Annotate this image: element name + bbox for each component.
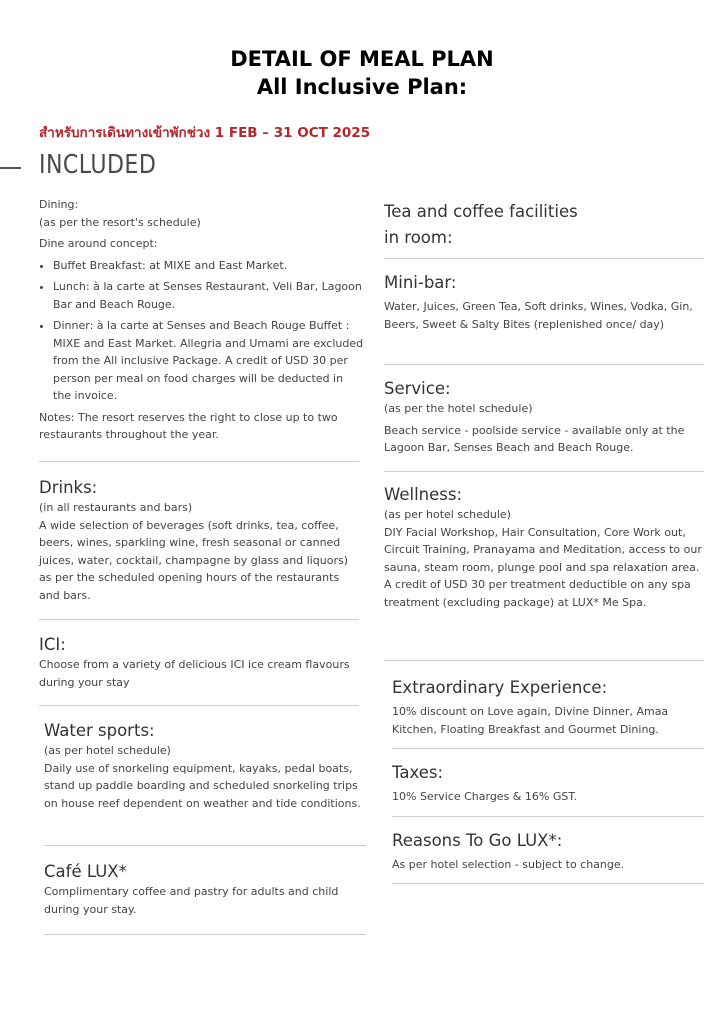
drinks-body: A wide selection of beverages (soft drinks, tea, coffee, beers, wines, sparkling wine, fresh seasonal or canned juices, water, cocktail, champagne by glass and liquors) as per the scheduled opening hours of the restaurants and bars. [39,518,348,602]
extraordinary-heading: Extraordinary Experience: [392,678,608,697]
ici-body: Choose from a variety of delicious ICI ice cream flavours during your stay [39,658,350,689]
divider [39,619,359,620]
tea-section [384,199,584,251]
divider [392,748,704,749]
cafe-section [44,861,366,918]
travel-period: สำหรับการเดินทางเข้าพักช่วง 1 FEB – 31 OCT 2025 [39,125,371,141]
extraordinary-body: 10% discount on Love again, Divine Dinner, Amaa Kitchen, Floating Breakfast and Gourmet Dining. [392,705,669,736]
divider [384,471,704,472]
reasons-heading: Reasons To Go LUX*: [392,831,563,850]
divider [384,364,704,365]
list-item: • Lunch: à la carte at Senses Restaurant, Veli Bar, Lagoon Bar and Beach Rouge. [53,278,364,313]
water-sports-body: Daily use of snorkeling equipment, kayaks, pedal boats, stand up paddle boarding and scheduled snorkeling trips on house reef dependent on weather and tide conditions. [44,761,361,810]
drinks-heading: Drinks: [39,478,98,497]
ici-section [39,634,359,691]
minibar-section [384,272,704,333]
taxes-section [392,762,704,806]
dining-heading: Dining: [39,198,79,211]
divider [384,660,704,661]
minibar-heading: Mini-bar: [384,273,457,292]
service-heading: Service: [384,379,451,398]
divider [39,461,359,462]
dining-sub: (as per the resort's schedule) [39,215,201,229]
water-sports-section [44,720,366,812]
taxes-body: 10% Service Charges & 16% GST. [392,790,578,803]
wellness-heading: Wellness: [384,485,463,504]
extraordinary-section [392,677,704,738]
divider [39,705,359,706]
reasons-body: As per hotel selection - subject to change. [392,858,625,871]
wellness-body: DIY Facial Workshop, Hair Consultation, Core Work out, Circuit Training, Pranayama and Meditation, access to our sauna, steam room, plunge pool and spa relaxation area. A credit of USD 30 per treatment deductible on any spa treatment (excluding package) at LUX* Me Spa. [384,525,702,609]
dining-notes: Notes: The resort reserves the right to close up to two restaurants throughout the year. [39,410,338,441]
divider [384,258,704,259]
reasons-section [392,830,704,874]
list-item: • Dinner: à la carte at Senses and Beach Rouge Buffet : MIXE and East Market. Allegria and Umami are excluded from the All inclusive Package. A credit of USD 30 per person per meal on food charges will be deducted in the invoice. [53,317,364,405]
ici-heading: ICI: [39,635,66,654]
drinks-sub: (in all restaurants and bars) [39,501,193,514]
divider [44,845,366,846]
header-rule [0,167,21,169]
service-sub: (as per the hotel schedule) [384,402,533,415]
wellness-section [384,484,704,611]
cafe-heading: Café LUX* [44,862,127,881]
divider [392,816,704,817]
plan-title: All Inclusive Plan: [256,75,468,99]
water-sports-sub: (as per hotel schedule) [44,744,171,757]
tea-heading: Tea and coffee facilities in room: [384,202,578,247]
taxes-heading: Taxes: [392,763,444,782]
page-title: DETAIL OF MEAL PLAN [230,47,494,71]
cafe-body: Complimentary coffee and pastry for adults and child during your stay. [44,885,339,916]
service-body: Beach service - poolside service - available only at the Lagoon Bar, Senses Beach and Beach Rouge. [384,423,685,454]
wellness-sub: (as per hotel schedule) [384,508,511,521]
drinks-section [39,477,359,604]
service-section [384,378,704,457]
minibar-body: Water, Juices, Green Tea, Soft drinks, Wines, Vodka, Gin, Beers, Sweet & Salty Bites (replenished once/ day) [384,300,693,331]
divider [392,883,704,884]
water-sports-heading: Water sports: [44,721,155,740]
list-item: • Buffet Breakfast: at MIXE and East Market. [53,257,364,275]
dining-section [39,196,364,444]
divider [44,934,366,935]
included-heading: INCLUDED [39,150,157,180]
dining-concept: Dine around concept: [39,237,158,250]
